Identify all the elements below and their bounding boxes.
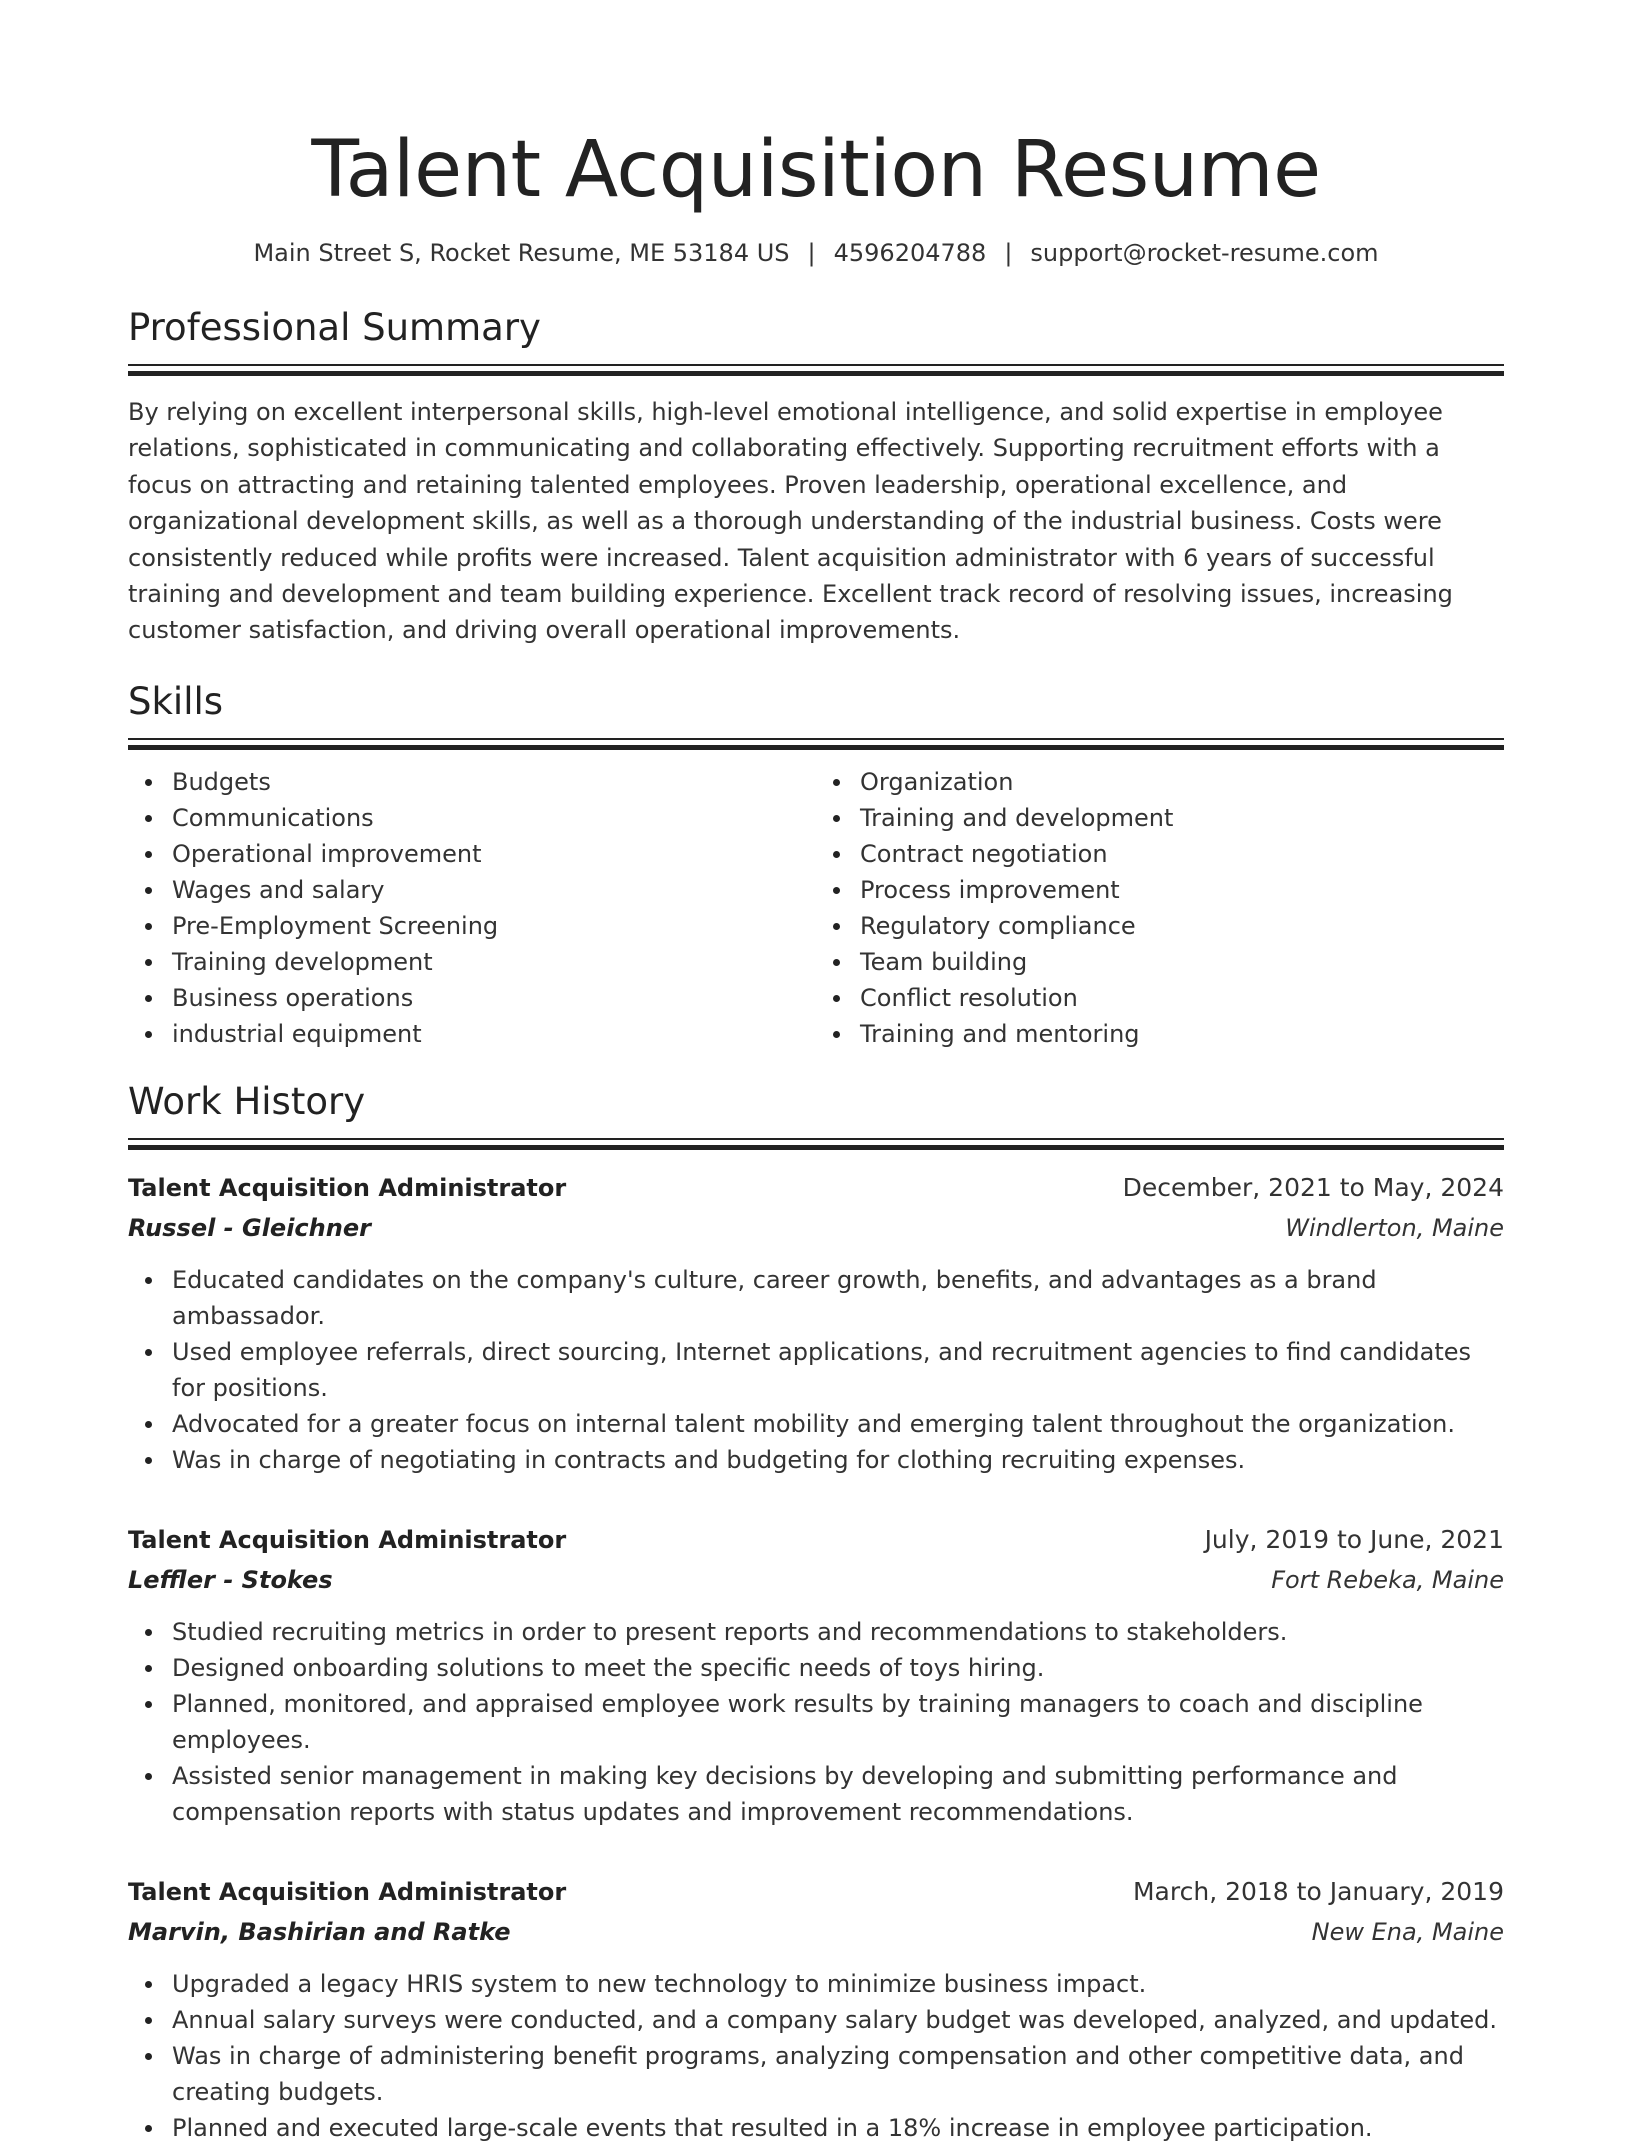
contact-address: Main Street S, Rocket Resume, ME 53184 US [253,239,790,267]
skill-item: Operational improvement [172,836,816,872]
section-divider [128,738,1504,740]
job-bullet: Assisted senior management in making key decisions by developing and submitting performance and compensation reports with status updates and improvement recommendations. [172,1758,1504,1830]
section-title-work: Work History [128,1079,366,1123]
section-divider-thick [128,745,1504,750]
job-subheader [128,1560,1504,1600]
contact-phone: 4596204788 [833,239,987,267]
summary-text: By relying on excellent interpersonal skills, high-level emotional intelligence, and solid expertise in employee relations, sophisticated in communicating and collaborating effectively. Supporting recruitment efforts with a focus on attracting and retaining talented employees. Proven leadership, operational excellence, and organizational development skills, as well as a thorough understanding of the industrial business. Costs were consistently reduced while profits were increased. Talent acquisition administrator with 6 years of successful training and development and team building experience. Excellent track record of resolving issues, increasing customer satisfaction, and driving overall operational improvements. [128,398,1453,645]
job-subheader [128,1912,1504,1952]
job-bullet: Educated candidates on the company's culture, career growth, benefits, and advantages as a brand ambassador. [172,1262,1504,1334]
job-entry [128,1520,1504,1830]
skill-item: Process improvement [860,872,1504,908]
job-bullet: Used employee referrals, direct sourcing, Internet applications, and recruitment agencies to find candidates for positions. [172,1334,1504,1406]
job-bullet: Planned, monitored, and appraised employee work results by training managers to coach and discipline employees. [172,1686,1504,1758]
skill-item: Conflict resolution [860,980,1504,1016]
skill-item: Organization [860,764,1504,800]
skills-list [128,764,1504,1052]
job-location: New Ena, Maine [1311,1917,1504,1946]
section-divider-thick [128,371,1504,376]
job-title: Talent Acquisition Administrator [128,1173,567,1202]
skill-item: Training development [172,944,816,980]
work-history-section [128,1078,1504,2146]
skill-item: Business operations [172,980,816,1016]
section-title-summary: Professional Summary [128,306,541,349]
job-bullets [128,1262,1504,1478]
contact-separator: | [1004,239,1013,267]
job-company: Marvin, Bashirian and Ratke [128,1917,511,1946]
job-header [128,1520,1504,1560]
job-location: Windlerton, Maine [1285,1213,1504,1242]
skills-section [128,678,1504,1052]
contact-line [128,236,1504,270]
skill-item: Training and development [860,800,1504,836]
skill-item: Team building [860,944,1504,980]
job-bullets [128,1966,1504,2146]
section-divider [128,364,1504,366]
job-bullet: Annual salary surveys were conducted, and a company salary budget was developed, analyzed, and updated. [172,2002,1504,2038]
skill-item: Contract negotiation [860,836,1504,872]
contact-separator: | [807,239,816,267]
skills-column-right [816,764,1504,1052]
skill-item: Communications [172,800,816,836]
section-divider [128,1138,1504,1140]
job-entry [128,1168,1504,1478]
job-bullet: Advocated for a greater focus on internal talent mobility and emerging talent throughout the organization. [172,1406,1504,1442]
skill-item: Budgets [172,764,816,800]
job-dates: March, 2018 to January, 2019 [1132,1876,1504,1906]
skills-column-left [128,764,816,1052]
resume-title: Talent Acquisition Resume [311,125,1321,215]
job-entry [128,1872,1504,2146]
job-company: Leffler - Stokes [128,1565,333,1594]
skill-item: industrial equipment [172,1016,816,1052]
section-divider-thick [128,1145,1504,1150]
job-bullet: Upgraded a legacy HRIS system to new technology to minimize business impact. [172,1966,1504,2002]
job-bullet: Designed onboarding solutions to meet the specific needs of toys hiring. [172,1650,1504,1686]
skill-item: Training and mentoring [860,1016,1504,1052]
skill-item: Regulatory compliance [860,908,1504,944]
skill-item: Pre-Employment Screening [172,908,816,944]
job-bullet: Studied recruiting metrics in order to present reports and recommendations to stakeholders. [172,1614,1504,1650]
job-title: Talent Acquisition Administrator [128,1525,567,1554]
summary-section [128,304,1504,649]
job-header [128,1872,1504,1912]
job-subheader [128,1208,1504,1248]
job-dates: July, 2019 to June, 2021 [1204,1524,1504,1554]
contact-email: support@rocket-resume.com [1030,239,1379,267]
job-bullet: Was in charge of negotiating in contracts and budgeting for clothing recruiting expenses. [172,1442,1504,1478]
job-dates: December, 2021 to May, 2024 [1122,1172,1504,1202]
job-bullets [128,1614,1504,1830]
skill-item: Wages and salary [172,872,816,908]
job-bullet: Was in charge of administering benefit programs, analyzing compensation and other competitive data, and creating budgets. [172,2038,1504,2110]
job-company: Russel - Gleichner [128,1213,371,1242]
job-bullet: Planned and executed large-scale events that resulted in a 18% increase in employee participation. [172,2110,1504,2146]
section-title-skills: Skills [128,679,224,723]
job-header [128,1168,1504,1208]
job-location: Fort Rebeka, Maine [1271,1565,1504,1594]
job-title: Talent Acquisition Administrator [128,1877,567,1906]
